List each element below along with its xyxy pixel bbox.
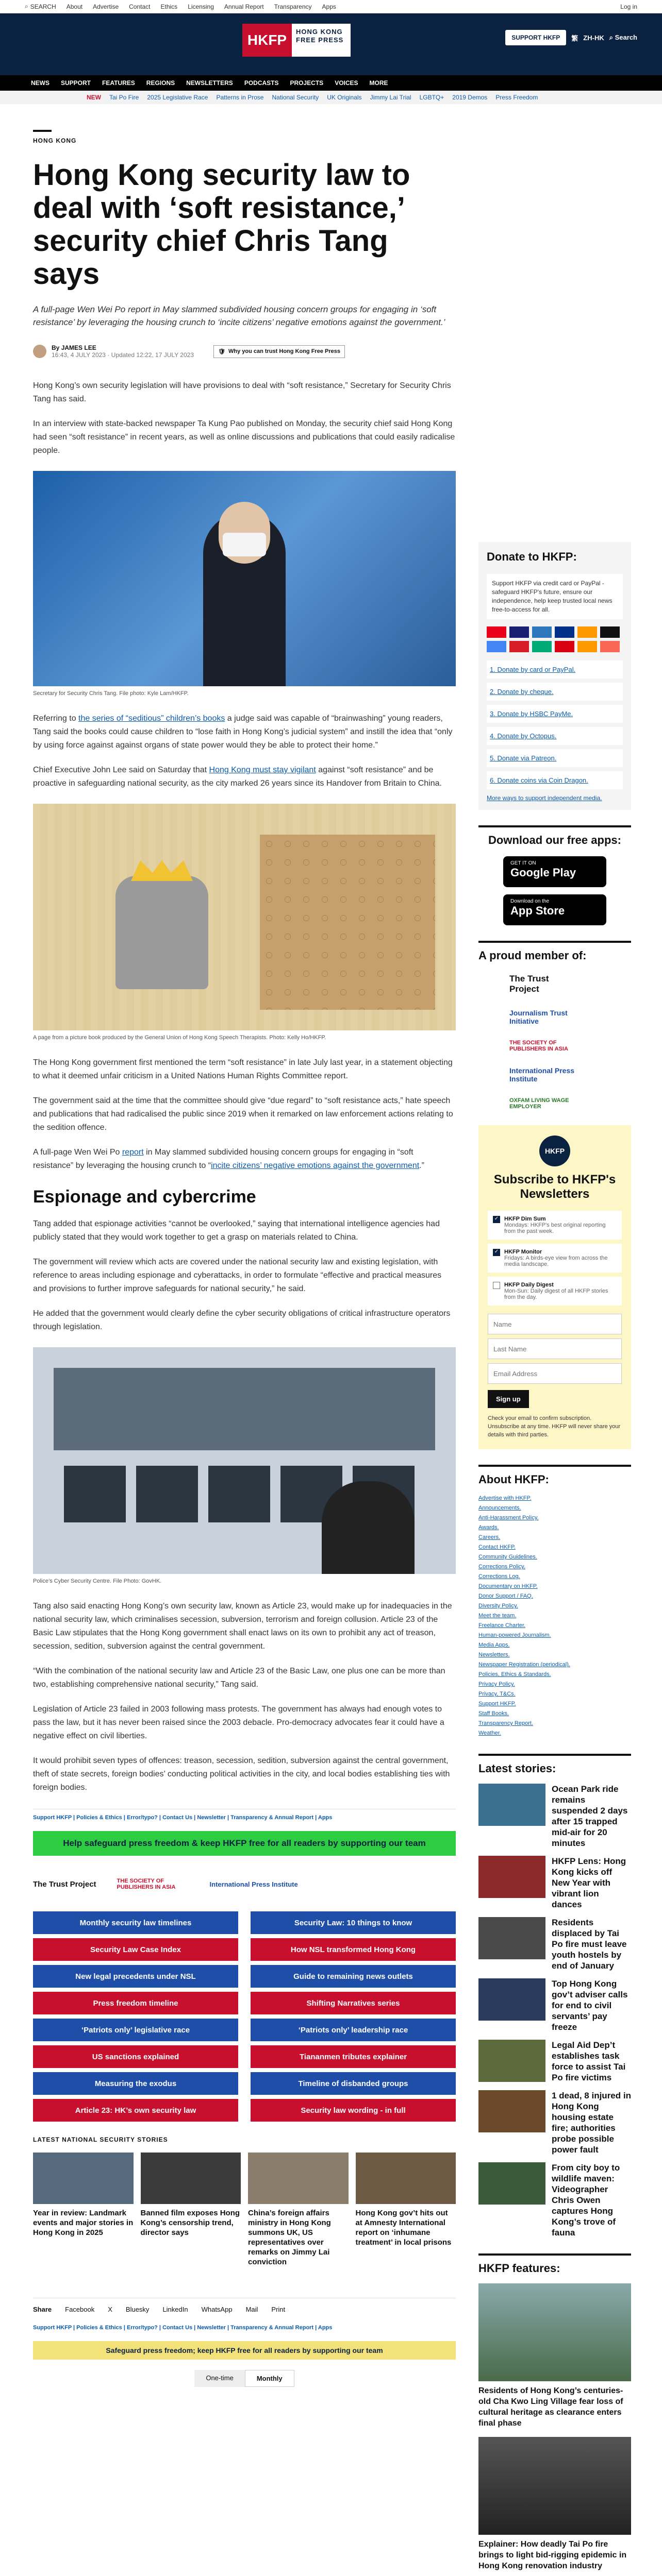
unionpay-icon — [509, 641, 529, 652]
advertise-link[interactable]: Advertise — [93, 3, 119, 10]
story-title: HKFP Lens: Hong Kong kicks off New Year with vibrant lion dances — [552, 1856, 626, 1909]
avatar — [33, 345, 46, 358]
about-link[interactable]: Corrections Log. — [478, 1573, 520, 1580]
latest-security-title: LATEST NATIONAL SECURITY STORIES — [33, 2136, 168, 2143]
tag-link[interactable]: UK Originals — [327, 94, 362, 101]
donate-title: Donate to HKFP: — [487, 550, 577, 563]
donate-method[interactable]: 1. Donate by card or PayPal. — [487, 660, 623, 679]
about-link[interactable]: Policies, Ethics & Standards. — [478, 1671, 551, 1677]
nav-features[interactable]: FEATURES — [102, 79, 135, 87]
oxfam-logo[interactable]: OXFAM LIVING WAGE EMPLOYER — [509, 1097, 569, 1110]
story-thumb — [478, 1917, 545, 1959]
about-link[interactable]: Transparency Report. — [478, 1720, 533, 1726]
article-subtitle: A full-page Wen Wei Po report in May slammed subdivided housing concern groups for engaging in ‘soft resistance’ by leveraging the housing crunch to ‘incite citizens’ negative emotions against the government.’ — [33, 304, 445, 327]
header-search-link[interactable]: ⌕ Search — [609, 33, 637, 41]
tag-link[interactable]: 2019 Demos — [452, 94, 488, 101]
grid-button[interactable]: US sanctions explained — [33, 2045, 238, 2068]
sopa-logo[interactable]: THE SOCIETY OF PUBLISHERS IN ASIA — [509, 1040, 568, 1052]
story-thumb — [478, 1784, 545, 1826]
story-thumb — [478, 2162, 545, 2205]
payment-icons — [487, 626, 623, 652]
article-column — [33, 130, 456, 2387]
newsletter-option[interactable]: ✓ HKFP Monitor Fridays: A birds-eye view from across the media landscape. — [488, 1244, 622, 1273]
photo-caption: A page from a picture book produced by the General Union of Hong Kong Speech Therapists. Photo: Kelly Ho/HKFP. — [33, 1035, 326, 1041]
signup-button[interactable]: Sign up — [488, 1390, 529, 1408]
donate-method[interactable]: 6. Donate coins via Coin Dragon. — [487, 771, 623, 789]
about-link[interactable]: Meet the team. — [478, 1613, 517, 1619]
latest-stories-title: Latest stories: — [478, 1762, 556, 1775]
about-link[interactable]: Anti-Harassment Policy. — [478, 1515, 539, 1521]
story-thumb — [478, 1856, 545, 1898]
paragraph: The government said at the time that the committee should give “due regard” to “soft resistance acts,” hate speech and publications that had radicalised the public since 2019 when it remarked on law enforcement actions relating to the sedition offence. — [33, 1096, 453, 1132]
tag-link[interactable]: Jimmy Lai Trial — [370, 94, 411, 101]
trust-project-logo[interactable]: The Trust Project — [33, 1879, 96, 1889]
discover-icon — [577, 626, 597, 638]
search-icon: ⌕ — [609, 33, 615, 41]
newsletter-option[interactable]: HKFP Daily Digest Mon-Sun: Daily digest of all HKFP stories from the day. — [488, 1277, 622, 1306]
search-link[interactable]: ⌕ SEARCH — [25, 3, 56, 10]
more-ways-link[interactable]: More ways to support independent media. — [487, 794, 602, 802]
checkbox-checked-icon[interactable]: ✓ — [493, 1216, 500, 1223]
login-link[interactable]: Log in — [620, 3, 637, 10]
section-heading: Espionage and cybercrime — [33, 1187, 256, 1207]
story-card[interactable] — [356, 2153, 456, 2267]
about-link[interactable]: Human-powered Journalism. — [478, 1632, 551, 1638]
nav-projects[interactable]: PROJECTS — [290, 79, 324, 87]
feature-card[interactable] — [478, 2437, 631, 2571]
paragraph: “With the combination of the national security law and Article 23 of the Basic Law, one plus one can be more than two, establishing comprehensive national security,” Tang said. — [33, 1667, 445, 1689]
wolf-illustration — [115, 876, 208, 989]
grid-button[interactable]: New legal precedents under NSL — [33, 1965, 238, 1988]
licensing-link[interactable]: Licensing — [188, 3, 214, 10]
last-name-input[interactable] — [488, 1338, 622, 1359]
photo-caption: Secretary for Security Chris Tang. File photo: Kyle Lam/HKFP. — [33, 690, 189, 697]
donate-method[interactable]: 3. Donate by HSBC PayMe. — [487, 705, 623, 723]
story-title: Year in review: Landmark events and major stories in Hong Kong in 2025 — [33, 2209, 134, 2237]
latest-stories-list — [478, 1784, 631, 2238]
about-link[interactable]: About — [66, 3, 83, 10]
share-label: Share — [33, 2306, 52, 2313]
feature-title: Residents of Hong Kong’s centuries-old Cha Kwo Ling Village fear loss of cultural heritage as clearance enters final phase — [478, 2386, 623, 2428]
story-thumb — [248, 2153, 349, 2204]
share-bluesky[interactable]: Bluesky — [125, 2306, 150, 2313]
story-thumb — [478, 2040, 545, 2082]
about-link[interactable]: Newsletters. — [478, 1652, 510, 1658]
story-title: Top Hong Kong gov’t adviser calls for end to civil servants’ pay freeze — [552, 1979, 628, 2032]
latest-story-item[interactable] — [478, 1978, 631, 2032]
grid-button[interactable]: Security law wording - in full — [251, 2099, 456, 2122]
tab-one-time[interactable]: One-time — [194, 2370, 244, 2387]
feature-card[interactable] — [478, 2283, 631, 2429]
trending-tags-bar — [0, 91, 662, 104]
ipi-logo[interactable]: International Press Institute — [509, 1066, 575, 1083]
story-thumb — [478, 2090, 545, 2132]
story-title: Legal Aid Dep’t establishes task force to assist Tai Po fire victims — [552, 2040, 626, 2082]
apps-title: Download our free apps: — [488, 834, 621, 846]
share-print[interactable]: Print — [271, 2306, 286, 2313]
subscribe-note: Check your email to confirm subscription. Unsubscribe at any time. HKFP will never share your details with third parties. — [488, 1415, 621, 1438]
support-hkfp-button[interactable]: SUPPORT HKFP — [505, 30, 566, 45]
share-x[interactable]: X — [108, 2306, 112, 2313]
transparency-link[interactable]: Transparency — [274, 3, 312, 10]
tag-link[interactable]: National Security — [272, 94, 319, 101]
paypal-icon — [555, 626, 574, 638]
incite-citizens-link[interactable]: incite citizens’ negative emotions against the government — [211, 1161, 420, 1170]
tab-monthly[interactable]: Monthly — [245, 2370, 294, 2387]
story-thumb — [141, 2153, 241, 2204]
about-link[interactable]: Privacy, T&Cs. — [478, 1691, 516, 1697]
story-title: Banned film exposes Hong Kong’s censorship trend, director says — [140, 2209, 240, 2237]
grid-button[interactable]: Press freedom timeline — [33, 1992, 238, 2014]
latest-story-item[interactable] — [478, 1856, 631, 1910]
nav-voices[interactable]: VOICES — [335, 79, 358, 87]
checkbox-checked-icon[interactable]: ✓ — [493, 1249, 500, 1256]
about-link[interactable]: Diversity Policy. — [478, 1603, 518, 1609]
latest-story-item[interactable] — [478, 1917, 631, 1971]
search-icon: ⌕ — [25, 3, 28, 10]
sidebar — [478, 542, 631, 2571]
features-title: HKFP features: — [478, 2262, 560, 2275]
donate-widget — [478, 542, 631, 810]
jcb-icon — [532, 641, 552, 652]
tag-link[interactable]: Patterns in Prose — [216, 94, 264, 101]
latest-story-item[interactable] — [478, 1784, 631, 1849]
visa-icon — [509, 626, 529, 638]
email-input[interactable] — [488, 1363, 622, 1384]
paragraph: Chief Executive John Lee said on Saturday that Hong Kong must stay vigilant against “soft resistance” and be proactive in safeguarding national security, as the city marked 26 years since its Handover from Britain to China. — [33, 766, 442, 788]
contact-link[interactable]: Contact — [129, 3, 151, 10]
why-trust-button[interactable]: 🛡 Why you can trust Hong Kong Free Press — [213, 345, 345, 358]
sheep-crowd — [260, 835, 435, 1010]
google-pay-icon — [487, 641, 506, 652]
category-label[interactable]: HONG KONG — [33, 137, 77, 144]
sopa-logo[interactable]: THE SOCIETY OF PUBLISHERS IN ASIA — [117, 1878, 176, 1890]
about-link[interactable]: Careers. — [478, 1534, 501, 1540]
tag-link[interactable]: Tai Po Fire — [109, 94, 139, 101]
main-nav — [0, 75, 662, 91]
google-play-badge[interactable]: GET IT ON Google Play — [503, 856, 606, 887]
picture-book-page — [33, 804, 456, 1030]
support-links-line[interactable]: Support HKFP | Policies & Ethics | Error/typo? | Contact Us | Newsletter | Transparency & Annual Report | Apps — [33, 2325, 333, 2331]
hkfp-badge: HKFP — [539, 1136, 570, 1166]
story-title: China’s foreign affairs ministry in Hong Kong summons UK, US representatives over remarks on Jimmy Lai conviction — [248, 2209, 331, 2266]
feature-title: Explainer: How deadly Tai Po fire brings to light bid-rigging epidemic in Hong Kong renovation industry — [478, 2540, 627, 2570]
partner-logos — [33, 1871, 456, 1897]
donation-tabs — [33, 2370, 456, 2387]
grid-button[interactable]: Shifting Narratives series — [251, 1992, 456, 2014]
grid-button[interactable]: How NSL transformed Hong Kong — [251, 1938, 456, 1961]
zh-hk-link[interactable]: ZH-HK — [583, 33, 604, 42]
hsbc-icon — [555, 641, 574, 652]
page-title: Hong Kong security law to deal with ‘soft resistance,’ security chief Chris Tang says — [33, 158, 410, 291]
latest-security-list — [33, 2153, 456, 2267]
paragraph: Hong Kong’s own security legislation will have provisions to deal with “soft resistance,” Secretary for Security Chris Tang has said. — [33, 381, 451, 403]
share-facebook[interactable]: Facebook — [65, 2306, 95, 2313]
paragraph: Referring to the series of “seditious” children’s books a judge said was capable of “brainwashing” young readers, Tang said the books could cause children to “lose faith in Hong Kong’s judicial system” and instill the idea that “only by using force against against organs of state power would they be able to protect their home.” — [33, 714, 453, 750]
paragraph: In an interview with state-backed newspaper Ta Kung Pao published on Monday, the security chief said Hong Kong had seen “soft resistance” in recent years, as well as online discussions and publications that could easily radicalise people. — [33, 419, 455, 455]
byline: By JAMES LEE 16:43, 4 JULY 2023 · Updated 12:22, 17 JULY 2023 🛡 Why you can trust Hong Kong Free Press — [33, 344, 456, 359]
share-bar — [33, 2298, 456, 2313]
share-linkedin[interactable]: LinkedIn — [162, 2306, 188, 2313]
photo-chris-tang — [33, 471, 456, 686]
security-law-grid — [33, 1911, 456, 2122]
ethics-link[interactable]: Ethics — [160, 3, 178, 10]
report-link[interactable]: report — [122, 1148, 144, 1157]
officer-silhouette — [322, 1481, 415, 1574]
latest-story-item[interactable] — [478, 2090, 631, 2155]
site-header — [0, 13, 662, 75]
nav-support[interactable]: SUPPORT — [61, 79, 91, 87]
story-thumb — [478, 1978, 545, 2021]
about-link[interactable]: Staff Books. — [478, 1710, 509, 1717]
grid-button[interactable]: Security Law: 10 things to know — [251, 1911, 456, 1934]
story-title: Ocean Park ride remains suspended 2 days after 15 trapped mid-air for 20 minutes — [552, 1784, 628, 1848]
paragraph: Legislation of Article 23 failed in 2003 following mass protests. The government has always had enough votes to pass the law, but it has never been raised since the 2003 debacle. Pro-democracy advocates fear it could have a negative effect on civil liberties. — [33, 1705, 444, 1740]
cyber-centre-photo — [33, 1347, 456, 1574]
newsletter-option[interactable]: ✓ HKFP Dim Sum Mondays: HKFP's best original reporting from the past week. — [488, 1211, 622, 1240]
octopus-icon — [577, 641, 597, 652]
story-card[interactable] — [33, 2153, 134, 2267]
about-link[interactable]: Announcements. — [478, 1505, 521, 1511]
category-rule — [33, 130, 52, 132]
tag-link[interactable]: LGBTQ+ — [419, 94, 444, 101]
checkbox-unchecked-icon[interactable] — [493, 1282, 500, 1289]
apps-link[interactable]: Apps — [322, 3, 336, 10]
photo-caption: Police’s Cyber Security Centre. File Photo: GovHK. — [33, 1578, 162, 1584]
subscribe-title: Subscribe to HKFP's Newsletters — [493, 1173, 616, 1201]
donate-method[interactable]: 4. Donate by Octopus. — [487, 727, 623, 745]
donate-method[interactable]: 2. Donate by cheque. — [487, 683, 623, 701]
hkfp-logo[interactable] — [242, 24, 351, 57]
paragraph: A full-page Wen Wei Po report in May slammed subdivided housing concern groups for engaging in “soft resistance” by leveraging the housing crunch to “incite citizens’ negative emotions against the government.” — [33, 1148, 424, 1170]
nav-more[interactable]: MORE — [369, 79, 388, 87]
author-name[interactable]: JAMES LEE — [61, 344, 96, 351]
about-link[interactable]: Donor Support / FAQ. — [478, 1593, 533, 1599]
paragraph: The Hong Kong government first mentioned the term “soft resistance” in late July last year, in a statement objecting to what it deemed unfair criticism in a United Nations Human Rights Committee report. — [33, 1058, 453, 1080]
donate-text: Support HKFP via credit card or PayPal - safeguard HKFP's future, ensure our independence, help keep trusted local news free-to-access for all. — [487, 574, 623, 619]
about-link[interactable]: Community Guidelines. — [478, 1554, 537, 1560]
about-link[interactable]: Privacy Policy. — [478, 1681, 515, 1687]
paragraph: Tang added that espionage activities “cannot be overlooked,” saying that international intelligence agencies had publicly stated that they would work together to get a grasp on materials related to China. — [33, 1219, 440, 1242]
grid-button[interactable]: Measuring the exodus — [33, 2072, 238, 2095]
feature-thumb — [478, 2437, 631, 2535]
grid-button[interactable]: Guide to remaining news outlets — [251, 1965, 456, 1988]
patreon-icon — [600, 641, 620, 652]
member-logos — [478, 974, 631, 1110]
grid-button[interactable]: ‘Patriots only’ legislative race — [33, 2019, 238, 2041]
about-link[interactable]: Corrections Policy. — [478, 1564, 525, 1570]
member-title: A proud member of: — [478, 949, 587, 962]
grid-button[interactable]: Tiananmen tributes explainer — [251, 2045, 456, 2068]
paragraph: He added that the government would clearly define the cyber security obligations of critical infrastructure operators through legislation. — [33, 1309, 451, 1331]
latest-story-item[interactable] — [478, 2040, 631, 2083]
about-link[interactable]: Freelance Charter. — [478, 1622, 526, 1629]
story-title: From city boy to wildlife maven: Videographer Chris Owen captures Hong Kong’s trove of fauna — [552, 2163, 620, 2238]
nav-podcasts[interactable]: PODCASTS — [244, 79, 279, 87]
childrens-books-link[interactable]: the series of “seditious” children’s books — [78, 714, 225, 723]
nav-news[interactable]: NEWS — [31, 79, 49, 87]
jti-logo[interactable]: Journalism Trust Initiative — [509, 1009, 568, 1025]
apple-pay-icon — [600, 626, 620, 638]
publish-date: 16:43, 4 JULY 2023 — [52, 351, 106, 359]
about-title: About HKFP: — [478, 1473, 549, 1486]
support-links-line[interactable]: Support HKFP | Policies & Ethics | Error/typo? | Contact Us | Newsletter | Transparency & Annual Report | Apps — [33, 1809, 456, 1821]
newsletter-widget — [478, 1125, 631, 1449]
story-title: Hong Kong gov’t hits out at Amnesty International report on ‘inhumane treatment’ in local prisons — [355, 2209, 452, 2247]
about-link[interactable]: Awards. — [478, 1524, 499, 1531]
tag-link[interactable]: Press Freedom — [495, 94, 538, 101]
stay-vigilant-link[interactable]: Hong Kong must stay vigilant — [209, 766, 316, 774]
story-title: Residents displaced by Tai Po fire must leave youth hostels by end of January — [552, 1918, 627, 1971]
about-link[interactable]: Weather. — [478, 1730, 501, 1736]
annual-report-link[interactable]: Annual Report — [224, 3, 264, 10]
app-store-badge[interactable]: Download on the App Store — [503, 894, 606, 925]
story-thumb — [33, 2153, 134, 2204]
grid-button[interactable]: Security Law Case Index — [33, 1938, 238, 1961]
about-links — [478, 1494, 631, 1738]
about-link[interactable]: Contact HKFP. — [478, 1544, 516, 1550]
grid-button[interactable]: Article 23: HK’s own security law — [33, 2099, 238, 2122]
latest-story-item[interactable] — [478, 2162, 631, 2238]
amex-icon — [532, 626, 552, 638]
about-link[interactable]: Media Apps. — [478, 1642, 510, 1648]
grid-button[interactable]: ‘Patriots only’ leadership race — [251, 2019, 456, 2041]
first-name-input[interactable] — [488, 1314, 622, 1334]
top-utility-bar — [0, 0, 662, 13]
about-link[interactable]: Newspaper Registration (periodical). — [478, 1662, 570, 1668]
story-card[interactable] — [248, 2153, 349, 2267]
ipi-logo[interactable]: International Press Institute — [209, 1880, 298, 1888]
feature-thumb — [478, 2283, 631, 2381]
logo-text: HONG KONG FREE PRESS — [292, 24, 351, 57]
chinese-lang-link[interactable]: 繁 — [571, 34, 578, 42]
story-title: 1 dead, 8 injured in Hong Kong housing estate fire; authorities probe possible power fault — [552, 2091, 631, 2155]
mastercard-icon — [487, 626, 506, 638]
bottom-support-banner[interactable]: Safeguard press freedom; keep HKFP free for all readers by supporting our team — [33, 2341, 456, 2360]
nav-regions[interactable]: REGIONS — [146, 79, 175, 87]
about-link[interactable]: Documentary on HKFP. — [478, 1583, 538, 1589]
story-card[interactable] — [141, 2153, 241, 2267]
logo-mark: HKFP — [242, 24, 292, 57]
grid-button[interactable]: Timeline of disbanded groups — [251, 2072, 456, 2095]
share-whatsapp[interactable]: WhatsApp — [201, 2306, 233, 2313]
donate-method[interactable]: 5. Donate via Patreon. — [487, 749, 623, 767]
about-link[interactable]: Advertise with HKFP. — [478, 1495, 532, 1501]
paragraph: The government will review which acts are covered under the national security law and existing legislation, with reference to areas including espionage and cyberattacks, in order to formulate “effective and practical measures and provisions to further improve safeguards for national security,” he said. — [33, 1258, 442, 1293]
trust-project-logo[interactable]: The Trust Project — [509, 974, 549, 994]
share-mail[interactable]: Mail — [245, 2306, 258, 2313]
shield-icon: 🛡 — [218, 348, 225, 355]
crown-shape — [131, 860, 193, 881]
about-link[interactable]: Support HKFP. — [478, 1701, 516, 1707]
new-badge: NEW — [87, 94, 101, 101]
updated-date: Updated 12:22, 17 JULY 2023 — [111, 351, 194, 359]
paragraph: Tang also said enacting Hong Kong’s own security law, known as Article 23, would make up for inadequacies in the national security law, which criminalises secession, subversion, terrorism and foreign collusion. Article 23 of the Basic Law stipulates that the Hong Kong government shall enact laws on its own to prohibit any act of treason, secession, sedition, subversion against the central government. — [33, 1602, 452, 1651]
help-safeguard-banner[interactable]: Help safeguard press freedom & keep HKFP free for all readers by supporting our team — [33, 1831, 456, 1856]
grid-button[interactable]: Monthly security law timelines — [33, 1911, 238, 1934]
story-thumb — [356, 2153, 456, 2204]
donate-methods — [487, 660, 623, 789]
nav-newsletters[interactable]: NEWSLETTERS — [186, 79, 233, 87]
paragraph: It would prohibit seven types of offences: treason, secession, sedition, subversion against the central government, theft of state secrets, foreign bodies’ conducting political activities in the city, and local bodies establishing ties with foreign bodies. — [33, 1756, 450, 1792]
tag-link[interactable]: 2025 Legislative Race — [147, 94, 208, 101]
